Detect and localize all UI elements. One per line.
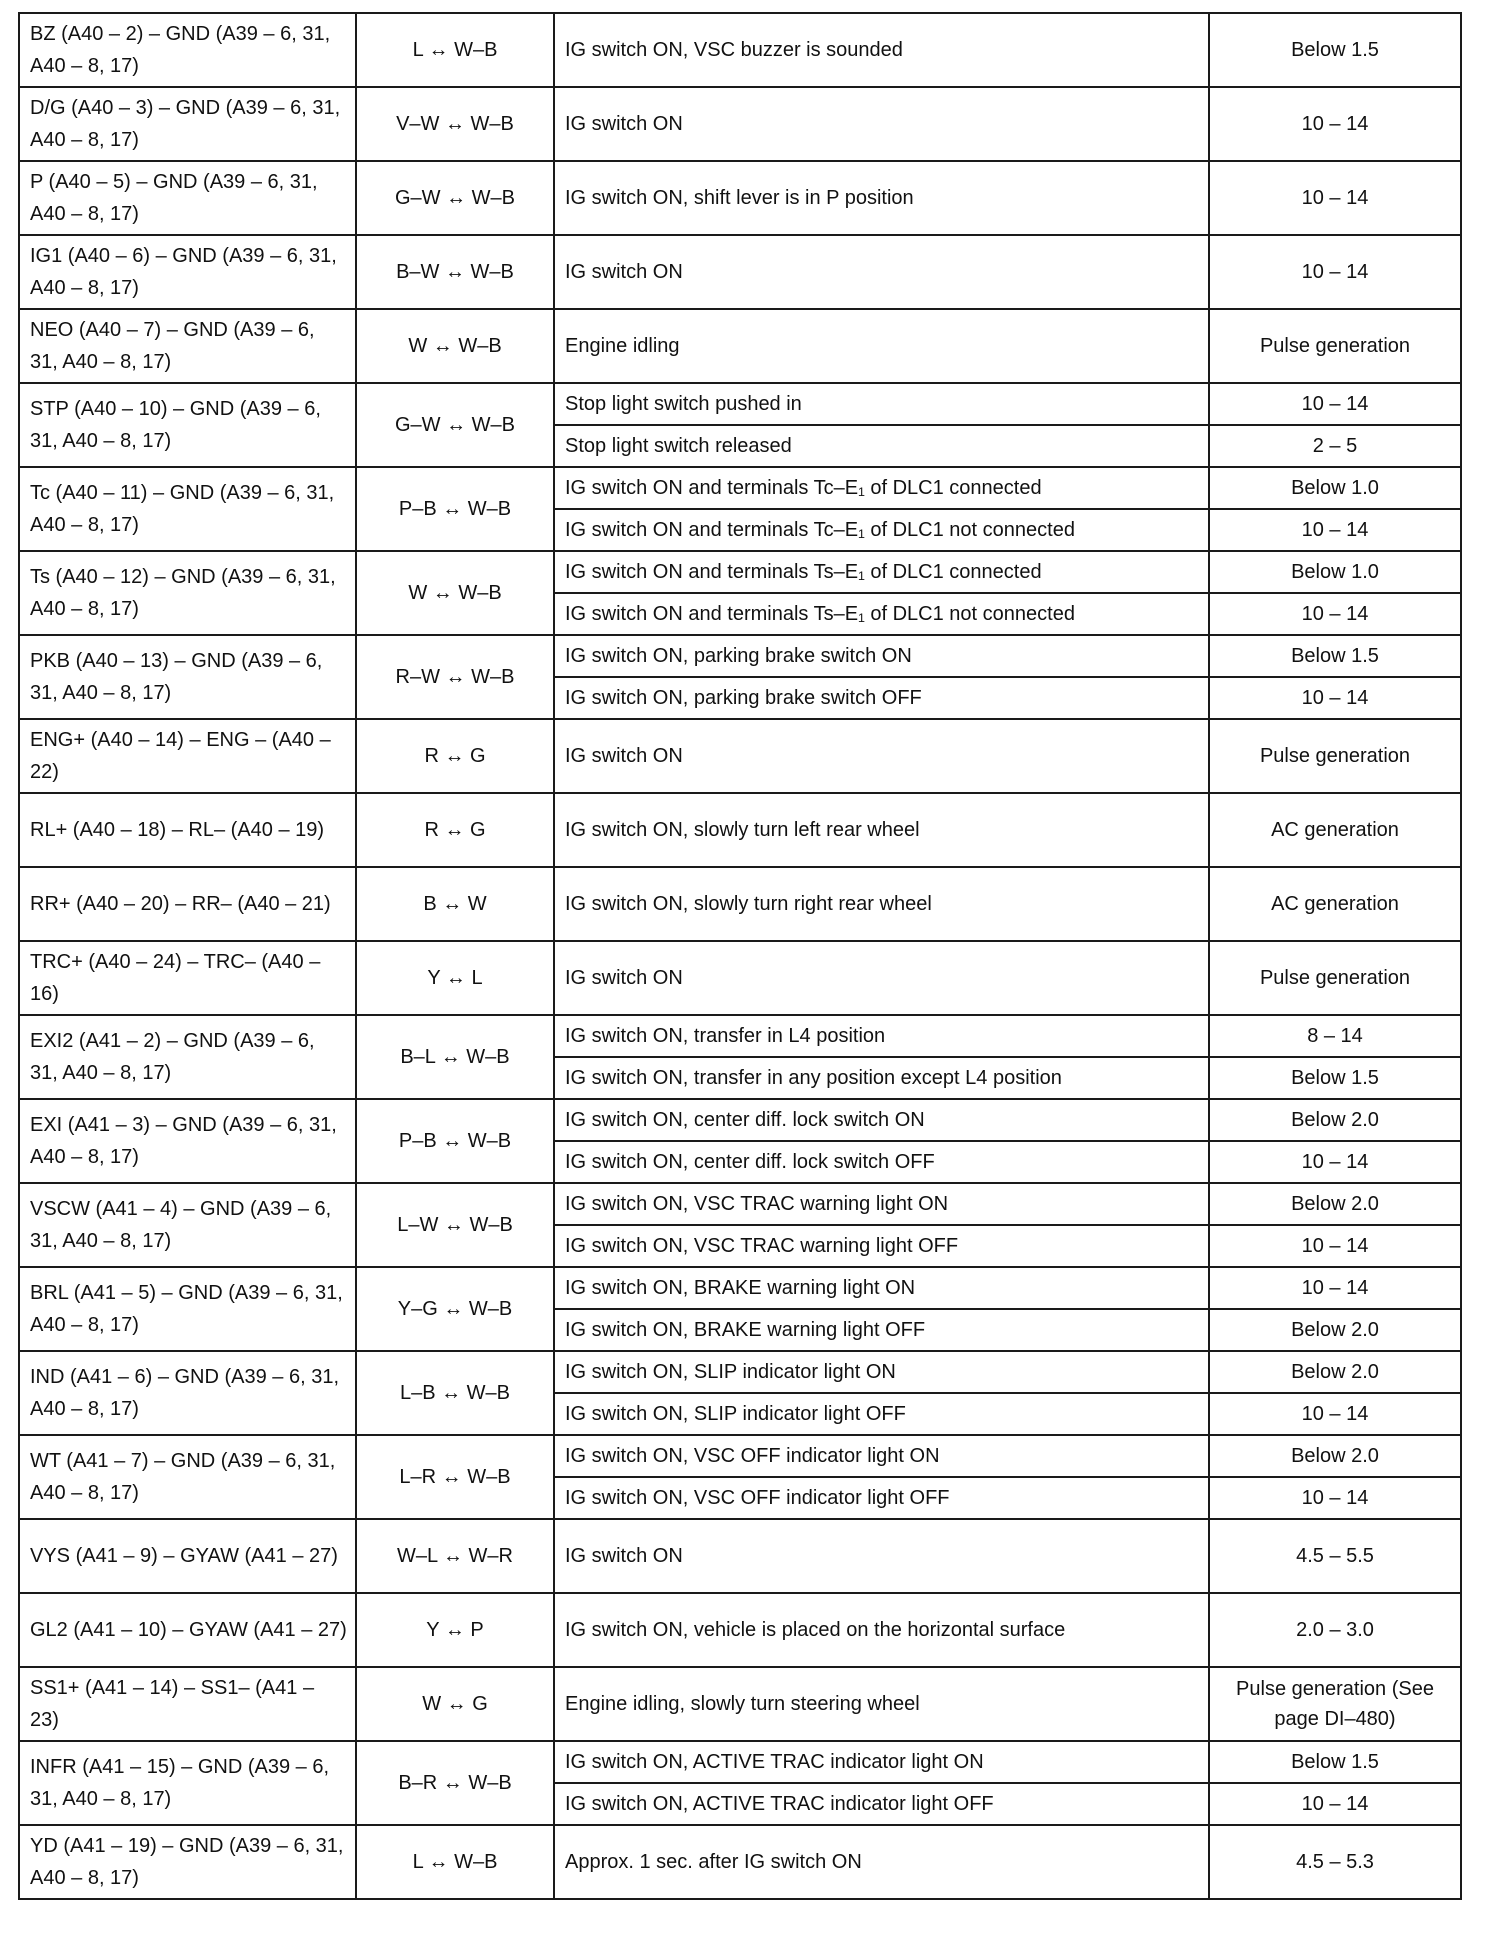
specified-condition-cell: Below 1.5: [1209, 1741, 1461, 1783]
specified-condition-cell: Pulse generation: [1209, 309, 1461, 383]
terminal-cell: PKB (A40 – 13) – GND (A39 – 6, 31, A40 – 8, 17): [19, 635, 356, 719]
wiring-color-cell: W ↔ G: [356, 1667, 554, 1741]
wiring-color-cell: G–W ↔ W–B: [356, 383, 554, 467]
condition-cell: IG switch ON, slowly turn right rear wheel: [554, 867, 1209, 941]
table-row: [19, 235, 1461, 309]
condition-cell: Approx. 1 sec. after IG switch ON: [554, 1825, 1209, 1899]
specified-condition-cell: 10 – 14: [1209, 593, 1461, 635]
specified-condition-cell: Below 1.5: [1209, 635, 1461, 677]
table-row: [19, 383, 1461, 425]
condition-cell: IG switch ON, shift lever is in P position: [554, 161, 1209, 235]
terminal-voltage-table-sheet: [18, 12, 1460, 1900]
terminal-cell: NEO (A40 – 7) – GND (A39 – 6, 31, A40 – 8, 17): [19, 309, 356, 383]
table-row: [19, 1435, 1461, 1477]
specified-condition-cell: 10 – 14: [1209, 677, 1461, 719]
table-row: [19, 1741, 1461, 1783]
wiring-color-cell: L ↔ W–B: [356, 1825, 554, 1899]
wiring-color-cell: B–L ↔ W–B: [356, 1015, 554, 1099]
specified-condition-cell: Below 1.0: [1209, 551, 1461, 593]
wiring-color-cell: R–W ↔ W–B: [356, 635, 554, 719]
condition-cell: IG switch ON: [554, 1519, 1209, 1593]
specified-condition-cell: Pulse generation: [1209, 719, 1461, 793]
terminal-cell: IND (A41 – 6) – GND (A39 – 6, 31, A40 – 8, 17): [19, 1351, 356, 1435]
condition-cell: IG switch ON: [554, 87, 1209, 161]
table-row: [19, 87, 1461, 161]
specified-condition-cell: AC generation: [1209, 793, 1461, 867]
specified-condition-cell: 10 – 14: [1209, 1393, 1461, 1435]
wiring-color-cell: L ↔ W–B: [356, 13, 554, 87]
condition-cell: IG switch ON, transfer in any position except L4 position: [554, 1057, 1209, 1099]
terminal-cell: BRL (A41 – 5) – GND (A39 – 6, 31, A40 – 8, 17): [19, 1267, 356, 1351]
condition-cell: Engine idling: [554, 309, 1209, 383]
wiring-color-cell: L–W ↔ W–B: [356, 1183, 554, 1267]
specified-condition-cell: Pulse generation (See page DI–480): [1209, 1667, 1461, 1741]
table-row: [19, 1267, 1461, 1309]
specified-condition-cell: 4.5 – 5.5: [1209, 1519, 1461, 1593]
specified-condition-cell: Below 2.0: [1209, 1351, 1461, 1393]
specified-condition-cell: 10 – 14: [1209, 1225, 1461, 1267]
wiring-color-cell: V–W ↔ W–B: [356, 87, 554, 161]
specified-condition-cell: Below 1.5: [1209, 13, 1461, 87]
specified-condition-cell: 2 – 5: [1209, 425, 1461, 467]
condition-cell: Stop light switch pushed in: [554, 383, 1209, 425]
terminal-cell: RR+ (A40 – 20) – RR– (A40 – 21): [19, 867, 356, 941]
specified-condition-cell: 10 – 14: [1209, 1141, 1461, 1183]
terminal-cell: EXI (A41 – 3) – GND (A39 – 6, 31, A40 – 8, 17): [19, 1099, 356, 1183]
terminal-cell: Ts (A40 – 12) – GND (A39 – 6, 31, A40 – 8, 17): [19, 551, 356, 635]
wiring-color-cell: Y ↔ L: [356, 941, 554, 1015]
table-row: [19, 1099, 1461, 1141]
terminal-cell: Tc (A40 – 11) – GND (A39 – 6, 31, A40 – 8, 17): [19, 467, 356, 551]
condition-cell: IG switch ON, VSC buzzer is sounded: [554, 13, 1209, 87]
specified-condition-cell: Pulse generation: [1209, 941, 1461, 1015]
specified-condition-cell: 10 – 14: [1209, 87, 1461, 161]
table-row: [19, 719, 1461, 793]
wiring-color-cell: Y–G ↔ W–B: [356, 1267, 554, 1351]
condition-cell: IG switch ON and terminals Tc–E₁ of DLC1 not connected: [554, 509, 1209, 551]
terminal-cell: ENG+ (A40 – 14) – ENG – (A40 – 22): [19, 719, 356, 793]
terminal-cell: GL2 (A41 – 10) – GYAW (A41 – 27): [19, 1593, 356, 1667]
wiring-color-cell: B–W ↔ W–B: [356, 235, 554, 309]
wiring-color-cell: B ↔ W: [356, 867, 554, 941]
condition-cell: IG switch ON, center diff. lock switch OFF: [554, 1141, 1209, 1183]
condition-cell: IG switch ON, ACTIVE TRAC indicator light ON: [554, 1741, 1209, 1783]
specified-condition-cell: AC generation: [1209, 867, 1461, 941]
table-row: [19, 161, 1461, 235]
table-body: [19, 13, 1461, 1899]
condition-cell: IG switch ON, VSC OFF indicator light OFF: [554, 1477, 1209, 1519]
specified-condition-cell: 10 – 14: [1209, 509, 1461, 551]
wiring-color-cell: L–B ↔ W–B: [356, 1351, 554, 1435]
condition-cell: IG switch ON, BRAKE warning light OFF: [554, 1309, 1209, 1351]
table-row: [19, 1519, 1461, 1593]
specified-condition-cell: Below 2.0: [1209, 1099, 1461, 1141]
table-row: [19, 13, 1461, 87]
terminal-voltage-table: [18, 12, 1462, 1900]
wiring-color-cell: L–R ↔ W–B: [356, 1435, 554, 1519]
terminal-cell: VSCW (A41 – 4) – GND (A39 – 6, 31, A40 – 8, 17): [19, 1183, 356, 1267]
table-row: [19, 309, 1461, 383]
terminal-cell: STP (A40 – 10) – GND (A39 – 6, 31, A40 – 8, 17): [19, 383, 356, 467]
table-row: [19, 635, 1461, 677]
condition-cell: Stop light switch released: [554, 425, 1209, 467]
specified-condition-cell: Below 2.0: [1209, 1183, 1461, 1225]
specified-condition-cell: 10 – 14: [1209, 1783, 1461, 1825]
wiring-color-cell: R ↔ G: [356, 719, 554, 793]
terminal-cell: VYS (A41 – 9) – GYAW (A41 – 27): [19, 1519, 356, 1593]
specified-condition-cell: 10 – 14: [1209, 1477, 1461, 1519]
condition-cell: IG switch ON, VSC TRAC warning light OFF: [554, 1225, 1209, 1267]
table-row: [19, 467, 1461, 509]
condition-cell: IG switch ON: [554, 719, 1209, 793]
terminal-cell: P (A40 – 5) – GND (A39 – 6, 31, A40 – 8, 17): [19, 161, 356, 235]
condition-cell: IG switch ON, VSC OFF indicator light ON: [554, 1435, 1209, 1477]
wiring-color-cell: P–B ↔ W–B: [356, 1099, 554, 1183]
wiring-color-cell: R ↔ G: [356, 793, 554, 867]
table-row: [19, 867, 1461, 941]
table-row: [19, 1593, 1461, 1667]
condition-cell: IG switch ON, SLIP indicator light OFF: [554, 1393, 1209, 1435]
condition-cell: IG switch ON and terminals Ts–E₁ of DLC1 connected: [554, 551, 1209, 593]
specified-condition-cell: 8 – 14: [1209, 1015, 1461, 1057]
table-row: [19, 1015, 1461, 1057]
terminal-cell: YD (A41 – 19) – GND (A39 – 6, 31, A40 – 8, 17): [19, 1825, 356, 1899]
table-row: [19, 1825, 1461, 1899]
condition-cell: IG switch ON, slowly turn left rear wheel: [554, 793, 1209, 867]
terminal-cell: RL+ (A40 – 18) – RL– (A40 – 19): [19, 793, 356, 867]
terminal-cell: WT (A41 – 7) – GND (A39 – 6, 31, A40 – 8, 17): [19, 1435, 356, 1519]
specified-condition-cell: 10 – 14: [1209, 235, 1461, 309]
condition-cell: IG switch ON, parking brake switch OFF: [554, 677, 1209, 719]
condition-cell: IG switch ON, ACTIVE TRAC indicator light OFF: [554, 1783, 1209, 1825]
wiring-color-cell: G–W ↔ W–B: [356, 161, 554, 235]
table-row: [19, 1183, 1461, 1225]
condition-cell: IG switch ON, transfer in L4 position: [554, 1015, 1209, 1057]
condition-cell: IG switch ON, BRAKE warning light ON: [554, 1267, 1209, 1309]
wiring-color-cell: B–R ↔ W–B: [356, 1741, 554, 1825]
table-row: [19, 551, 1461, 593]
wiring-color-cell: W ↔ W–B: [356, 309, 554, 383]
specified-condition-cell: Below 2.0: [1209, 1309, 1461, 1351]
specified-condition-cell: 4.5 – 5.3: [1209, 1825, 1461, 1899]
terminal-cell: INFR (A41 – 15) – GND (A39 – 6, 31, A40 – 8, 17): [19, 1741, 356, 1825]
condition-cell: IG switch ON and terminals Ts–E₁ of DLC1 not connected: [554, 593, 1209, 635]
terminal-cell: BZ (A40 – 2) – GND (A39 – 6, 31, A40 – 8, 17): [19, 13, 356, 87]
table-row: [19, 1351, 1461, 1393]
condition-cell: IG switch ON, VSC TRAC warning light ON: [554, 1183, 1209, 1225]
terminal-cell: EXI2 (A41 – 2) – GND (A39 – 6, 31, A40 – 8, 17): [19, 1015, 356, 1099]
terminal-cell: IG1 (A40 – 6) – GND (A39 – 6, 31, A40 – 8, 17): [19, 235, 356, 309]
condition-cell: IG switch ON and terminals Tc–E₁ of DLC1 connected: [554, 467, 1209, 509]
specified-condition-cell: 2.0 – 3.0: [1209, 1593, 1461, 1667]
condition-cell: IG switch ON, parking brake switch ON: [554, 635, 1209, 677]
wiring-color-cell: Y ↔ P: [356, 1593, 554, 1667]
condition-cell: IG switch ON, vehicle is placed on the horizontal surface: [554, 1593, 1209, 1667]
condition-cell: IG switch ON: [554, 941, 1209, 1015]
table-row: [19, 793, 1461, 867]
terminal-cell: D/G (A40 – 3) – GND (A39 – 6, 31, A40 – 8, 17): [19, 87, 356, 161]
specified-condition-cell: Below 1.5: [1209, 1057, 1461, 1099]
condition-cell: IG switch ON, center diff. lock switch ON: [554, 1099, 1209, 1141]
terminal-cell: SS1+ (A41 – 14) – SS1– (A41 – 23): [19, 1667, 356, 1741]
table-row: [19, 1667, 1461, 1741]
specified-condition-cell: Below 2.0: [1209, 1435, 1461, 1477]
specified-condition-cell: 10 – 14: [1209, 1267, 1461, 1309]
condition-cell: Engine idling, slowly turn steering wheel: [554, 1667, 1209, 1741]
wiring-color-cell: W–L ↔ W–R: [356, 1519, 554, 1593]
condition-cell: IG switch ON: [554, 235, 1209, 309]
condition-cell: IG switch ON, SLIP indicator light ON: [554, 1351, 1209, 1393]
specified-condition-cell: 10 – 14: [1209, 383, 1461, 425]
table-row: [19, 941, 1461, 1015]
wiring-color-cell: W ↔ W–B: [356, 551, 554, 635]
terminal-cell: TRC+ (A40 – 24) – TRC– (A40 – 16): [19, 941, 356, 1015]
specified-condition-cell: Below 1.0: [1209, 467, 1461, 509]
specified-condition-cell: 10 – 14: [1209, 161, 1461, 235]
wiring-color-cell: P–B ↔ W–B: [356, 467, 554, 551]
